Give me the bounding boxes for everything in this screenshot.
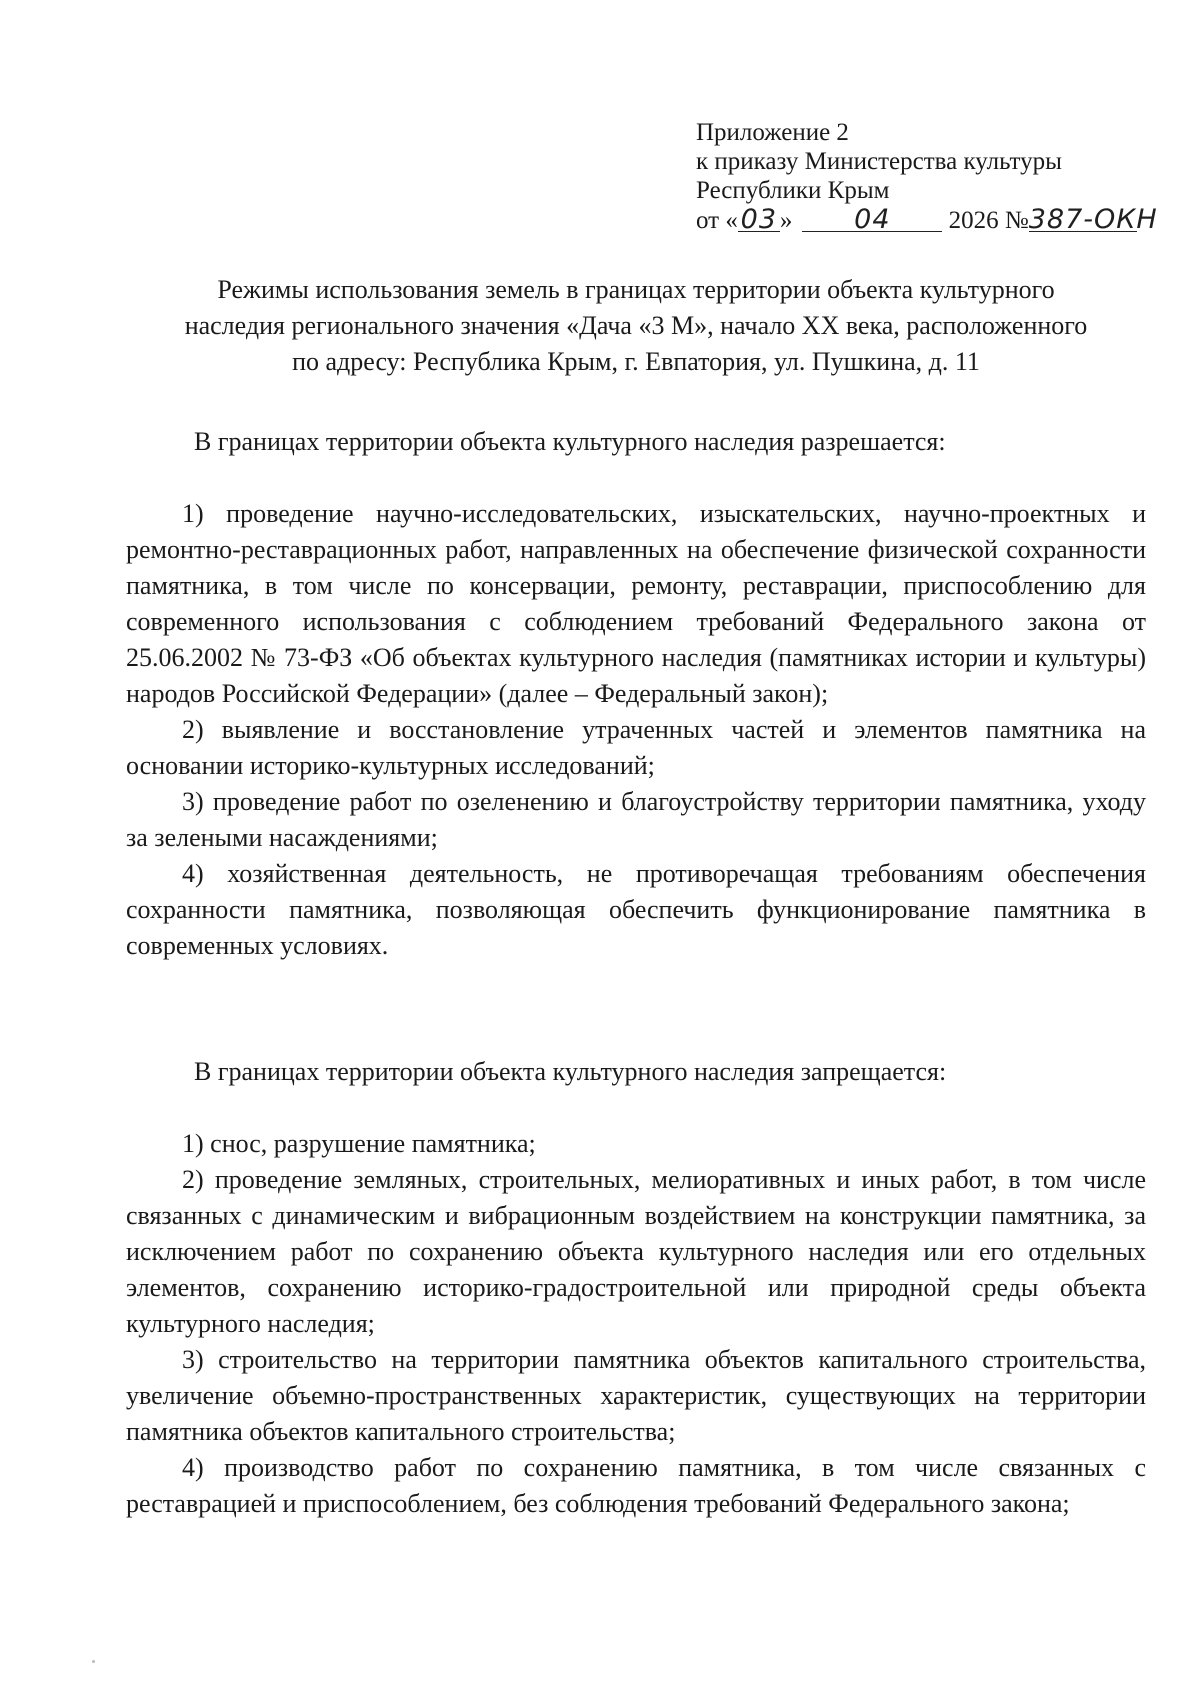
date-day-field — [738, 204, 780, 235]
title-line-2: наследия регионального значения «Дача «3 М», начало XX века, расположенного — [184, 311, 1088, 340]
title-line-3: по адресу: Республика Крым, г. Евпатория, ул. Пушкина, д. 11 — [292, 347, 980, 376]
allowed-heading: В границах территории объекта культурного наследия разрешается: — [194, 427, 946, 456]
appendix-header — [696, 118, 1156, 235]
forbidden-item-4: 4) производство работ по сохранению памятника, в том числе связанных с реставрацией и приспособлением, без соблюдения требований Федерального закона; — [126, 1453, 1146, 1518]
date-month-field — [802, 204, 942, 235]
appendix-line-3: Республики Крым — [696, 177, 890, 204]
forbidden-heading: В границах территории объекта культурного наследия запрещается: — [194, 1057, 947, 1086]
date-prefix: от « — [696, 207, 738, 234]
order-number-handwritten: 387-ОКН — [1028, 204, 1158, 235]
date-separator: » — [779, 207, 793, 234]
date-year: 2026 № — [948, 207, 1029, 234]
order-date-line — [696, 205, 1156, 235]
scan-speck — [92, 1660, 95, 1663]
document-title — [126, 272, 1146, 380]
allowed-item-2: 2) выявление и восстановление утраченных частей и элементов памятника на основании историко-культурных исследований; — [126, 715, 1146, 780]
allowed-item-1: 1) проведение научно-исследовательских, изыскательских, научно-проектных и ремонтно-реставрационных работ, направленных на обеспечение физической сохранности памятника, в том числе по консервации, ремонту, реставрации, приспособлению для современного использования с соблюдением требований Федерального закона от 25.06.2002 № 73-ФЗ «Об объектах культурного наследия (памятниках истории и культуры) народов Российской Федерации» (далее – Федеральный закон); — [126, 499, 1146, 708]
date-month-handwritten: 04 — [854, 204, 891, 235]
allowed-item-3: 3) проведение работ по озеленению и благоустройству территории памятника, уходу за зелеными насаждениями; — [126, 787, 1146, 852]
appendix-line-2: к приказу Министерства культуры — [696, 148, 1062, 175]
allowed-item-4: 4) хозяйственная деятельность, не противоречащая требованиям обеспечения сохранности памятника, позволяющая обеспечить функционирование памятника в современных условиях. — [126, 859, 1146, 960]
order-number-field — [1028, 204, 1158, 235]
title-line-1: Режимы использования земель в границах территории объекта культурного — [217, 275, 1055, 304]
appendix-line-1: Приложение 2 — [696, 119, 849, 146]
forbidden-item-1: 1) снос, разрушение памятника; — [182, 1129, 536, 1158]
forbidden-list — [126, 1126, 1146, 1522]
date-day-handwritten: 03 — [740, 204, 778, 235]
forbidden-item-3: 3) строительство на территории памятника объектов капитального строительства, увеличение объемно-пространственных характеристик, существующих на территории памятника объектов капитального строительства; — [126, 1345, 1146, 1446]
forbidden-item-2: 2) проведение земляных, строительных, мелиоративных и иных работ, в том числе связанных с динамическим и вибрационным воздействием на конструкции памятника, за исключением работ по сохранению объекта культурного наследия или его отдельных элементов, сохранению историко-градостроительной или природной среды объекта культурного наследия; — [126, 1165, 1146, 1338]
allowed-list — [126, 496, 1146, 964]
